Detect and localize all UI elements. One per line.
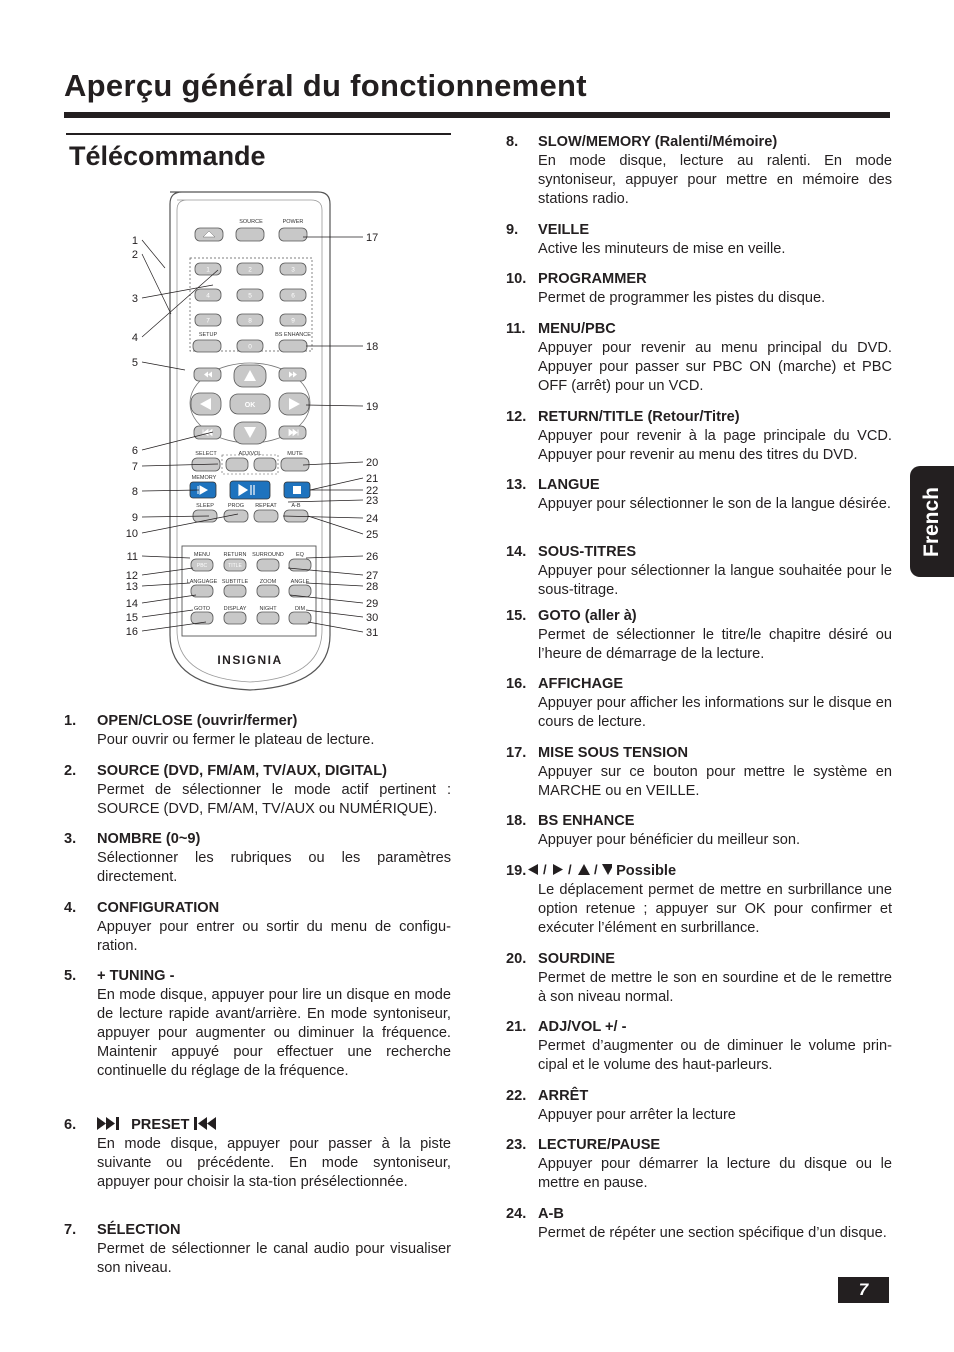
item-heading: SOURDINE [538, 951, 616, 967]
callout-8: 8 [131, 486, 138, 498]
mute-label: MUTE [287, 451, 303, 457]
callout-line [288, 568, 363, 575]
item-heading: SLOW/MEMORY (Ralenti/Mémoire) [538, 134, 778, 150]
callout-4: 4 [131, 332, 138, 344]
item-body: Appuyer pour démarrer la lecture du disque ou le mettre en pause. [538, 1156, 892, 1191]
item-body: Appuyer sur ce bouton pour mettre le système en MARCHE ou en VEILLE. [538, 764, 892, 799]
item-heading: SOURCE (DVD, FM/AM, TV/AUX, DIGITAL) [97, 763, 387, 779]
callout-line [142, 622, 206, 631]
dim-label: DIM [294, 606, 306, 612]
item-number: 10. [506, 271, 527, 287]
section-title: Télécommande [69, 141, 266, 171]
item-number: 4. [64, 900, 77, 916]
description-item [506, 133, 892, 209]
item-number: 24. [506, 1206, 527, 1222]
description-item [506, 1018, 892, 1075]
angle-label: ANGLE [290, 579, 310, 585]
section-rule [66, 133, 451, 135]
display-label: DISPLAY [223, 606, 247, 612]
description-item [506, 950, 892, 1007]
dim-button[interactable] [289, 612, 311, 624]
callout-6: 6 [131, 445, 138, 457]
callout-line [306, 610, 363, 617]
item-body: Pour ouvrir ou fermer le plateau de lecture. [97, 732, 375, 748]
subtitle-label: SUBTITLE [221, 579, 249, 585]
digit-label: 5 [248, 292, 252, 300]
callout-line [290, 595, 363, 603]
item-number: 6. [64, 1117, 77, 1133]
item-number: 13. [506, 477, 527, 493]
callout-10: 10 [125, 528, 138, 540]
title-label: TITLE [228, 563, 242, 569]
item-number: 9. [506, 222, 519, 238]
item-heading: VEILLE [538, 222, 590, 238]
callout-line [142, 432, 213, 450]
item-number: 11. [506, 321, 526, 337]
callout-16: 16 [125, 626, 138, 638]
svg-text:/: / [594, 863, 598, 876]
power-label: POWER [282, 219, 304, 225]
ab-label: A-B [291, 503, 301, 509]
callout-12: 12 [125, 570, 138, 582]
item-body: Permet de sélectionner le canal audio pour visualiser son niveau. [97, 1241, 451, 1276]
sleep-label: SLEEP [196, 503, 214, 509]
repeat-label: REPEAT [255, 503, 277, 509]
description-item [506, 862, 892, 938]
bs-enhance-button[interactable] [279, 340, 307, 352]
item-body: Permet de programmer les pistes du disque. [538, 290, 826, 306]
item-body: En mode disque, lecture au ralenti. En mode syntoniseur, appuyer pour mettre en mémoire des stations radio. [538, 153, 892, 207]
item-number: 14. [506, 544, 527, 560]
digit-label: 7 [206, 317, 210, 325]
ok-label: OK [244, 402, 256, 409]
item-number: 5. [64, 968, 77, 984]
language-tab-label: French [920, 486, 943, 557]
item-body: Appuyer pour afficher les informations sur le disque en cours de lecture. [538, 695, 892, 730]
callout-24: 24 [366, 513, 379, 525]
item-heading: ADJ/VOL +/ - [538, 1019, 627, 1035]
callout-11: 11 [126, 551, 138, 563]
item-heading-text: PRESET [131, 1117, 190, 1133]
callout-15: 15 [125, 612, 138, 624]
source-label: SOURCE [239, 219, 263, 225]
item-number: 15. [506, 608, 527, 624]
item-heading: LECTURE/PAUSE [538, 1137, 661, 1153]
callout-line [306, 556, 363, 558]
subtitle-button[interactable] [224, 585, 246, 597]
svg-text:/: / [543, 863, 547, 876]
digit-label: 9 [291, 317, 295, 325]
description-item [64, 830, 451, 887]
callout-2: 2 [131, 249, 138, 261]
callout-line [142, 240, 165, 268]
description-item [64, 967, 451, 1081]
callout-30: 30 [366, 612, 379, 624]
night-button[interactable] [257, 612, 279, 624]
surround-label: SURROUND [252, 552, 284, 558]
item-number: 1. [64, 713, 77, 729]
item-body: Appuyer pour entrer ou sortir du menu de configu-ration. [97, 919, 451, 954]
description-item [64, 899, 451, 956]
item-heading: CONFIGURATION [97, 900, 220, 916]
callout-5: 5 [131, 357, 138, 369]
zoom-label: ZOOM [259, 579, 277, 585]
callout-20: 20 [366, 457, 379, 469]
description-item [506, 221, 892, 259]
stop-icon [293, 486, 301, 494]
item-body: Permet de sélectionner le titre/le chapitre désiré ou l’heure de démarrage de la lecture. [538, 627, 892, 662]
power-button[interactable] [279, 228, 307, 241]
callout-25: 25 [366, 529, 379, 541]
callout-line [310, 478, 363, 490]
item-number: 17. [506, 745, 527, 761]
callout-line [288, 500, 363, 502]
page-number: 7 [838, 1277, 889, 1303]
item-number: 19. [506, 863, 527, 879]
callout-26: 26 [366, 551, 379, 563]
description-item [506, 812, 892, 850]
display-button[interactable] [224, 612, 246, 624]
item-heading: BS ENHANCE [538, 813, 635, 829]
prog-label: PROG [227, 503, 245, 509]
item-body: Appuyer pour arrêter la lecture [538, 1107, 736, 1123]
item-number: 23. [506, 1137, 527, 1153]
remote-illustration [118, 190, 388, 700]
digit-label: 6 [291, 292, 295, 300]
vol-plus-button[interactable] [254, 458, 276, 471]
menu-label: MENU [193, 552, 211, 558]
mute-button[interactable] [281, 458, 309, 471]
item-number: 7. [64, 1222, 77, 1238]
callout-line [306, 405, 363, 406]
language-tab [910, 466, 954, 577]
callout-1: 1 [131, 235, 138, 247]
callout-29: 29 [366, 598, 379, 610]
description-item [64, 1116, 451, 1192]
item-heading: MENU/PBC [538, 321, 616, 337]
callout-21: 21 [366, 473, 379, 485]
item-body: Permet de répéter une section spécifique d’un disque. [538, 1225, 887, 1241]
item-number: 20. [506, 951, 527, 967]
description-item [506, 320, 892, 396]
night-label: NIGHT [259, 606, 277, 612]
item-heading: + TUNING - [97, 968, 175, 984]
item-body: Appuyer pour sélectionner la langue souhaitée pour le sous-titrage. [538, 563, 892, 598]
zoom-button[interactable] [257, 585, 279, 597]
item-number: 8. [506, 134, 519, 150]
description-item [506, 543, 892, 600]
callout-19: 19 [366, 401, 379, 413]
callout-14: 14 [125, 598, 138, 610]
item-heading [97, 1116, 451, 1135]
callout-line [142, 583, 190, 586]
brand-logo: INSIGNIA [217, 653, 283, 667]
description-item [64, 762, 451, 819]
language-label: LANGUAGE [186, 579, 218, 585]
callout-line [303, 462, 363, 465]
callout-7: 7 [131, 461, 138, 473]
item-number: 12. [506, 409, 527, 425]
svg-text:/: / [568, 863, 572, 876]
select-label: SELECT [195, 451, 217, 457]
adj-vol-label: ADJ/VOL [238, 451, 262, 457]
description-item [506, 1087, 892, 1125]
description-item [506, 607, 892, 664]
goto-label: GOTO [193, 606, 211, 612]
item-heading: RETURN/TITLE (Retour/Titre) [538, 409, 740, 425]
description-item [64, 712, 451, 750]
item-body: Appuyer pour sélectionner le son de la langue désirée. [538, 496, 891, 512]
description-item [506, 1136, 892, 1193]
item-heading: A-B [538, 1206, 564, 1222]
callout-line [142, 270, 218, 337]
digit-label: 4 [206, 292, 210, 300]
item-heading: ARRÊT [538, 1088, 589, 1104]
page-title: Aperçu général du fonctionnement [64, 68, 587, 103]
callout-line [142, 595, 196, 603]
item-body: Active les minuteurs de mise en veille. [538, 241, 786, 257]
pbc-label: PBC [196, 563, 208, 569]
title-rule [64, 112, 890, 118]
item-heading: SÉLECTION [97, 1222, 181, 1238]
item-body: Permet de sélectionner le mode actif pertinent : SOURCE (DVD, FM/AM, TV/AUX ou NUMÉRIQUE). [97, 782, 451, 817]
callout-31: 31 [366, 627, 379, 639]
description-item [506, 270, 892, 308]
description-item [506, 476, 892, 514]
digit-label: 0 [248, 343, 252, 351]
setup-label: SETUP [198, 332, 218, 338]
item-body: Appuyer pour revenir au menu principal du DVD. Appuyer pour passer sur PBC ON (marche) et PBC OFF (arrêt) pour un VCD. [538, 340, 892, 394]
item-body: Appuyer pour bénéficier du meilleur son. [538, 832, 801, 848]
memory-label: MEMORY [191, 475, 217, 481]
digit-label: 8 [248, 317, 252, 325]
callout-line [142, 568, 193, 575]
skip-previous-icon [194, 1117, 224, 1130]
item-number: 16. [506, 676, 527, 692]
callout-22: 22 [366, 485, 379, 497]
item-heading: OPEN/CLOSE (ouvrir/fermer) [97, 713, 298, 729]
description-item [506, 408, 892, 465]
item-heading: MISE SOUS TENSION [538, 745, 689, 761]
digit-label: 1 [206, 266, 210, 274]
item-number: 18. [506, 813, 527, 829]
digit-label: 3 [291, 266, 295, 274]
callout-9: 9 [131, 512, 138, 524]
setup-button[interactable] [193, 340, 221, 352]
bs-enhance-label: BS ENHANCE [275, 332, 311, 338]
item-body: Sélectionner les rubriques ou les paramètres directement. [97, 850, 451, 885]
callout-13: 13 [125, 581, 138, 593]
item-heading-text: Possible [616, 863, 677, 879]
description-item [506, 744, 892, 801]
callout-18: 18 [366, 341, 379, 353]
item-body: En mode disque, appuyer pour lire un disque en mode de lecture rapide avant/arrière. En mode syntoniseur, appuyer pour augmenter ou diminuer la fréquence. Maintenir appuyé pour effectuer une recherche continuelle du réglage de la fréquence. [97, 987, 451, 1079]
item-body: En mode disque, appuyer pour passer à la piste suivante ou précédente. En mode syntoniseur, appuyer pour choisir la sta-tion présélectionnée. [97, 1136, 451, 1190]
item-body: Permet de mettre le son en sourdine et de le remettre à son niveau normal. [538, 970, 892, 1005]
skip-next-icon [97, 1117, 127, 1130]
callout-line [306, 583, 363, 586]
description-item [506, 675, 892, 732]
callout-3: 3 [131, 293, 138, 305]
callout-line [142, 610, 193, 617]
callout-28: 28 [366, 581, 379, 593]
item-heading: LANGUE [538, 477, 600, 493]
description-item [506, 1205, 892, 1243]
callout-line [142, 362, 185, 370]
item-body: Appuyer pour revenir à la page principale du VCD. Appuyer pour revenir au menu des titres du DVD. [538, 428, 892, 463]
return-label: RETURN [223, 552, 247, 558]
item-number: 22. [506, 1088, 527, 1104]
item-heading [527, 862, 892, 881]
callout-27: 27 [366, 570, 379, 582]
item-number: 2. [64, 763, 77, 779]
item-heading: PROGRAMMER [538, 271, 647, 287]
source-button[interactable] [236, 228, 264, 241]
callout-line [142, 254, 171, 314]
item-number: 3. [64, 831, 77, 847]
arrow-keys-icons [527, 863, 612, 876]
repeat-button[interactable] [254, 510, 278, 522]
item-heading: NOMBRE (0~9) [97, 831, 201, 847]
description-item [64, 1221, 451, 1278]
digit-label: 2 [248, 266, 252, 274]
callout-line [308, 516, 363, 534]
goto-button[interactable] [191, 612, 213, 624]
surround-button[interactable] [257, 559, 279, 571]
item-heading: SOUS-TITRES [538, 544, 637, 560]
eq-label: EQ [296, 552, 304, 558]
play-pause-button[interactable] [230, 481, 270, 499]
vol-minus-button[interactable] [226, 458, 248, 471]
item-heading: GOTO (aller à) [538, 608, 637, 624]
item-heading: AFFICHAGE [538, 676, 624, 692]
item-body: Le déplacement permet de mettre en surbrillance une option retenue ; appuyer sur OK pour confirmer et exécuter l’élément en surbrillance. [538, 882, 892, 936]
item-number: 21. [506, 1019, 527, 1035]
callout-line [142, 556, 190, 558]
item-body: Permet d’augmenter ou de diminuer le volume prin-cipal et le volume des haut-parleurs. [538, 1038, 892, 1073]
callout-17: 17 [366, 232, 379, 244]
callout-23: 23 [366, 495, 379, 507]
